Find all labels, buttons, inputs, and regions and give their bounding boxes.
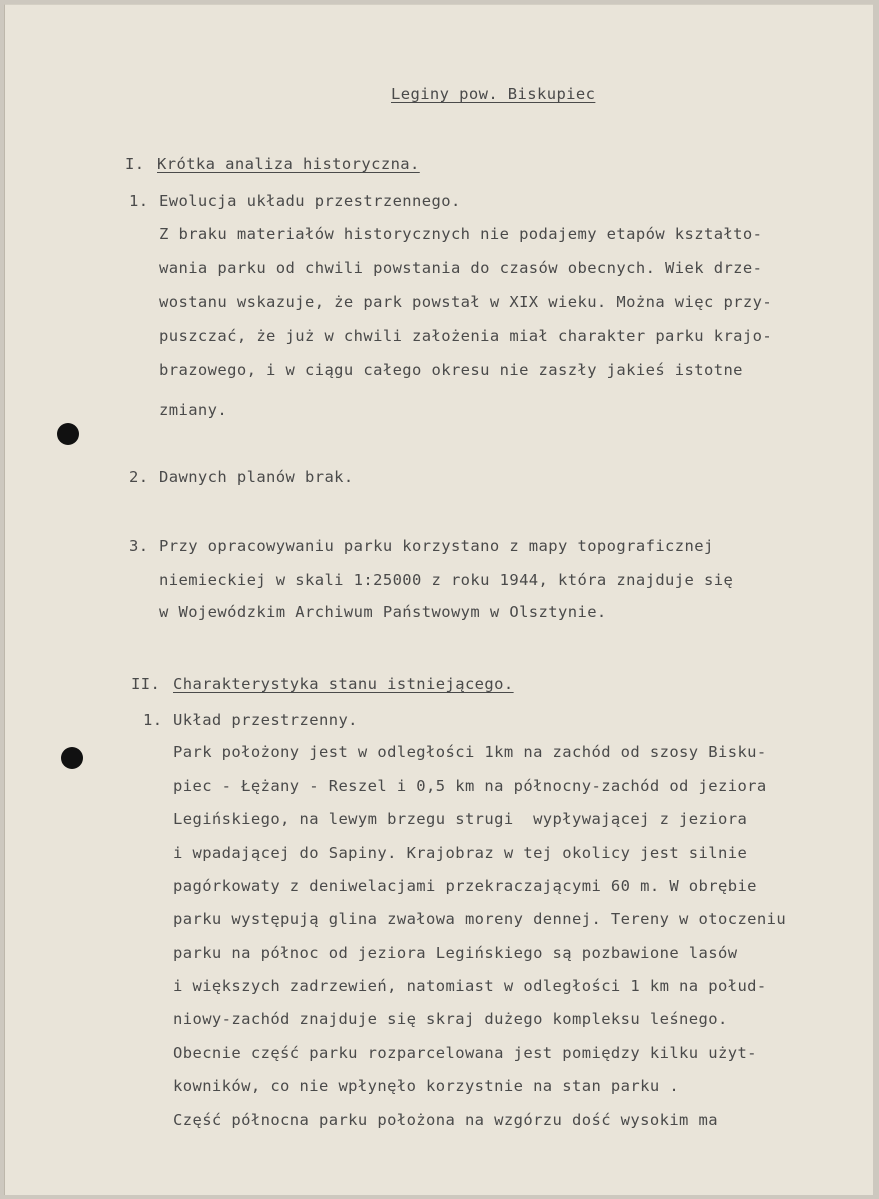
paragraph-line: parku występują glina zwałowa moreny dennej. Tereny w otoczeniu <box>173 910 787 928</box>
paragraph-line: w Wojewódzkim Archiwum Państwowym w Olsztynie. <box>159 603 607 621</box>
paragraph-line: Obecnie część parku rozparcelowana jest pomiędzy kilku użyt- <box>173 1044 757 1062</box>
paragraph-line: Część północna parku położona na wzgórzu dość wysokim ma <box>173 1111 718 1129</box>
paragraph-line: i większych zadrzewień, natomiast w odległości 1 km na połud- <box>173 977 767 995</box>
paragraph-line: puszczać, że już w chwili założenia miał charakter parku krajo- <box>159 327 773 345</box>
item-1-1-number: 1. <box>129 192 149 210</box>
paragraph-line: niowy-zachód znajduje się skraj dużego kompleksu leśnego. <box>173 1010 728 1028</box>
document-title: Leginy pow. Biskupiec <box>391 85 596 103</box>
paragraph-line: pagórkowaty z deniwelacjami przekraczającymi 60 m. W obrębie <box>173 877 757 895</box>
paragraph-line: i wpadającej do Sapiny. Krajobraz w tej okolicy jest silnie <box>173 844 748 862</box>
paragraph-line: zmiany. <box>159 401 228 419</box>
item-1-1-title: Ewolucja układu przestrzennego. <box>159 192 461 210</box>
item-2-1-title: Układ przestrzenny. <box>173 711 358 729</box>
paragraph-line: wania parku od chwili powstania do czasów obecnych. Wiek drze- <box>159 259 763 277</box>
paragraph-line: niemieckiej w skali 1:25000 z roku 1944, która znajduje się <box>159 571 734 589</box>
item-1-2-number: 2. <box>129 468 149 486</box>
punch-hole-bottom <box>61 747 83 769</box>
item-1-3-number: 3. <box>129 537 149 555</box>
section-2-number: II. <box>131 675 161 693</box>
paragraph-line: Park położony jest w odległości 1km na zachód od szosy Bisku- <box>173 743 767 761</box>
paragraph-line: kowników, co nie wpłynęło korzystnie na stan parku . <box>173 1077 680 1095</box>
paragraph-line: brazowego, i w ciągu całego okresu nie zaszły jakieś istotne <box>159 361 743 379</box>
section-1-heading: Krótka analiza historyczna. <box>157 155 420 173</box>
paragraph-line: parku na północ od jeziora Legińskiego są pozbawione lasów <box>173 944 738 962</box>
section-1-number: I. <box>125 155 145 173</box>
section-2-heading: Charakterystyka stanu istniejącego. <box>173 675 514 693</box>
paragraph-line: Z braku materiałów historycznych nie podajemy etapów kształto- <box>159 225 763 243</box>
paragraph-line: wostanu wskazuje, że park powstał w XIX wieku. Można więc przy- <box>159 293 773 311</box>
paragraph-line: piec - Łężany - Reszel i 0,5 km na północny-zachód od jeziora <box>173 777 767 795</box>
punch-hole-top <box>57 423 79 445</box>
paragraph-line: Legińskiego, na lewym brzegu strugi wypływającej z jeziora <box>173 810 748 828</box>
document-page <box>4 4 873 1195</box>
paragraph-line: Przy opracowywaniu parku korzystano z mapy topograficznej <box>159 537 714 555</box>
item-2-1-number: 1. <box>143 711 163 729</box>
item-1-2-text: Dawnych planów brak. <box>159 468 354 486</box>
